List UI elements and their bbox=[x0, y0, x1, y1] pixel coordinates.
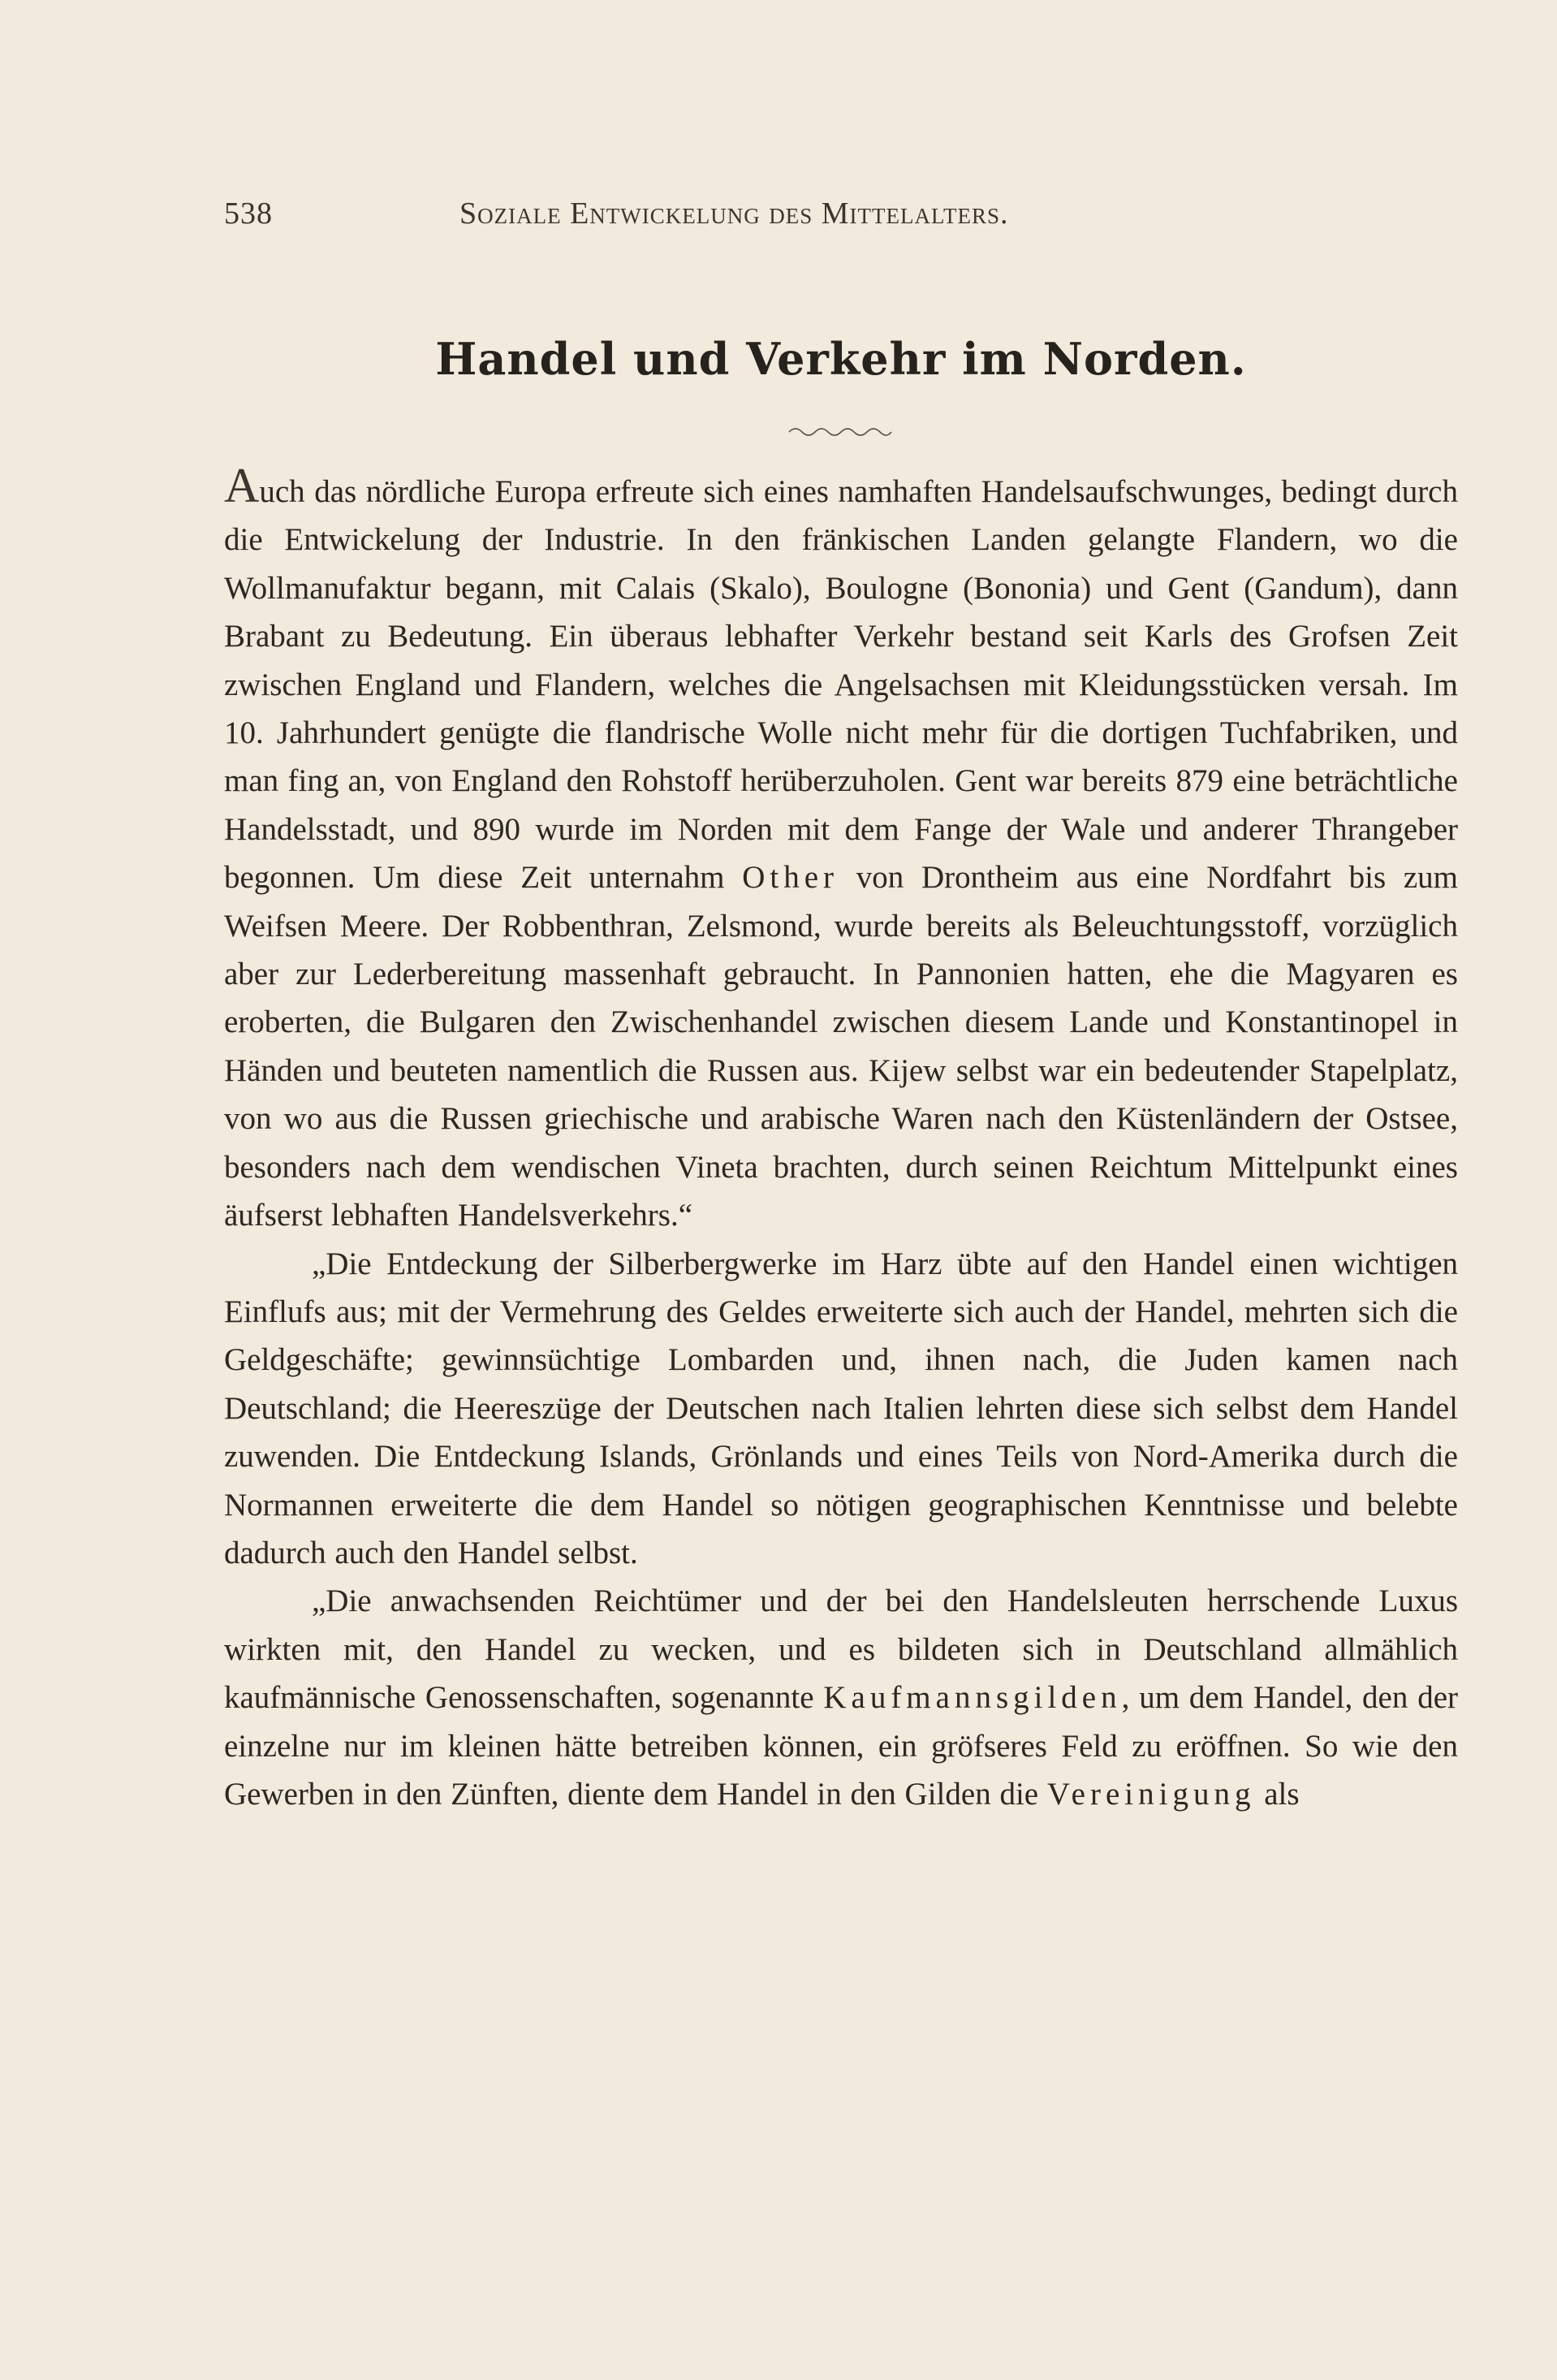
section-heading: Handel und Verkehr im Norden. bbox=[435, 333, 1247, 385]
paragraph-1-spaced-name: Other bbox=[742, 860, 839, 896]
paragraph-3-text-b: , um dem Handel, den der einzelne nur im kleinen hätte betreiben können, ein gröfseres Feld zu eröffnen. So wie den Gewerben in den Zünften, diente dem Handel in den Gilden die bbox=[224, 1680, 1458, 1812]
paragraph-1-text-b: von Drontheim aus eine Nordfahrt bis zum Weifsen Meere. Der Robbenthran, Zelsmond, wurde bereits als Beleuchtungsstoff, vorzüglich aber zur Lederbereitung massenhaft gebraucht. In Pannonien hatten, ehe die Magyaren es eroberten, die Bulgaren den Zwischenhandel zwischen diesem Lande und Konstantinopel in Händen und beuteten namentlich die Russen aus. Kijew selbst war ein bedeutender Stapelplatz, von wo aus die Russen griechische und arabische Waren nach den Küstenländern der Ostsee, besonders nach dem wendischen Vineta brachten, durch seinen Reichtum Mittelpunkt eines äufserst lebhaften Handelsverkehrs.“ bbox=[224, 860, 1458, 1233]
paragraph-3 bbox=[224, 1577, 1458, 1818]
body-text bbox=[224, 459, 1458, 1818]
running-title: Soziale Entwickelung des Mittelalters. bbox=[459, 197, 1009, 231]
page-number: 538 bbox=[224, 197, 273, 231]
paragraph-2: „Die Entdeckung der Silberbergwerke im Harz übte auf den Handel einen wichtigen Einflufs aus; mit der Vermehrung des Geldes erweiterte sich auch der Handel, mehrten sich die Geldgeschäfte; gewinnsüchtige Lombarden und, ihnen nach, die Juden kamen nach Deutschland; die Heereszüge der Deutschen nach Italien lehrten diese sich selbst dem Handel zuwenden. Die Entdeckung Islands, Grönlands und eines Teils von Nord-Amerika durch die Normannen erweiterte die dem Handel so nötigen geographischen Kenntnisse und belebte dadurch auch den Handel selbst. bbox=[224, 1246, 1458, 1570]
running-header bbox=[224, 195, 1236, 232]
paragraph-1 bbox=[224, 459, 1458, 1240]
paragraph-3-spaced-term-2: Vereinigung bbox=[1046, 1776, 1256, 1812]
paragraph-1-text-a: uch das nördliche Europa erfreute sich eines namhaften Handelsaufschwunges, bedingt durch die Entwickelung der Industrie. In den fränkischen Landen gelangte Flandern, wo die Wollmanufaktur begann, mit Calais (Skalo), Boulogne (Bononia) und Gent (Gandum), dann Brabant zu Bedeutung. Ein überaus lebhafter Verkehr bestand seit Karls des Grofsen Zeit zwischen England und Flandern, welches die Angelsachsen mit Kleidungsstücken versah. Im 10. Jahrhundert genügte die flandrische Wolle nicht mehr für die dortigen Tuchfabriken, und man fing an, von England den Rohstoff herüberzuholen. Gent war bereits 879 eine beträchtliche Handelsstadt, und 890 wurde im Norden mit dem Fange der Wale und anderer Thrangeber begonnen. Um diese Zeit unternahm bbox=[224, 474, 1458, 896]
ornament-divider-icon bbox=[787, 422, 893, 438]
paragraph-3-text-c: als bbox=[1255, 1776, 1300, 1812]
drop-cap: A bbox=[224, 459, 260, 512]
paragraph-3-spaced-term-1: Kaufmannsgilden bbox=[823, 1680, 1122, 1716]
paragraph-3-text-a: „Die anwachsenden Reichtümer und der bei den Handelsleuten herrschende Luxus wirkten mit, den Handel zu wecken, und es bildeten sich in Deutschland allmählich kaufmännische Genossenschaften, sogenannte bbox=[224, 1583, 1458, 1716]
